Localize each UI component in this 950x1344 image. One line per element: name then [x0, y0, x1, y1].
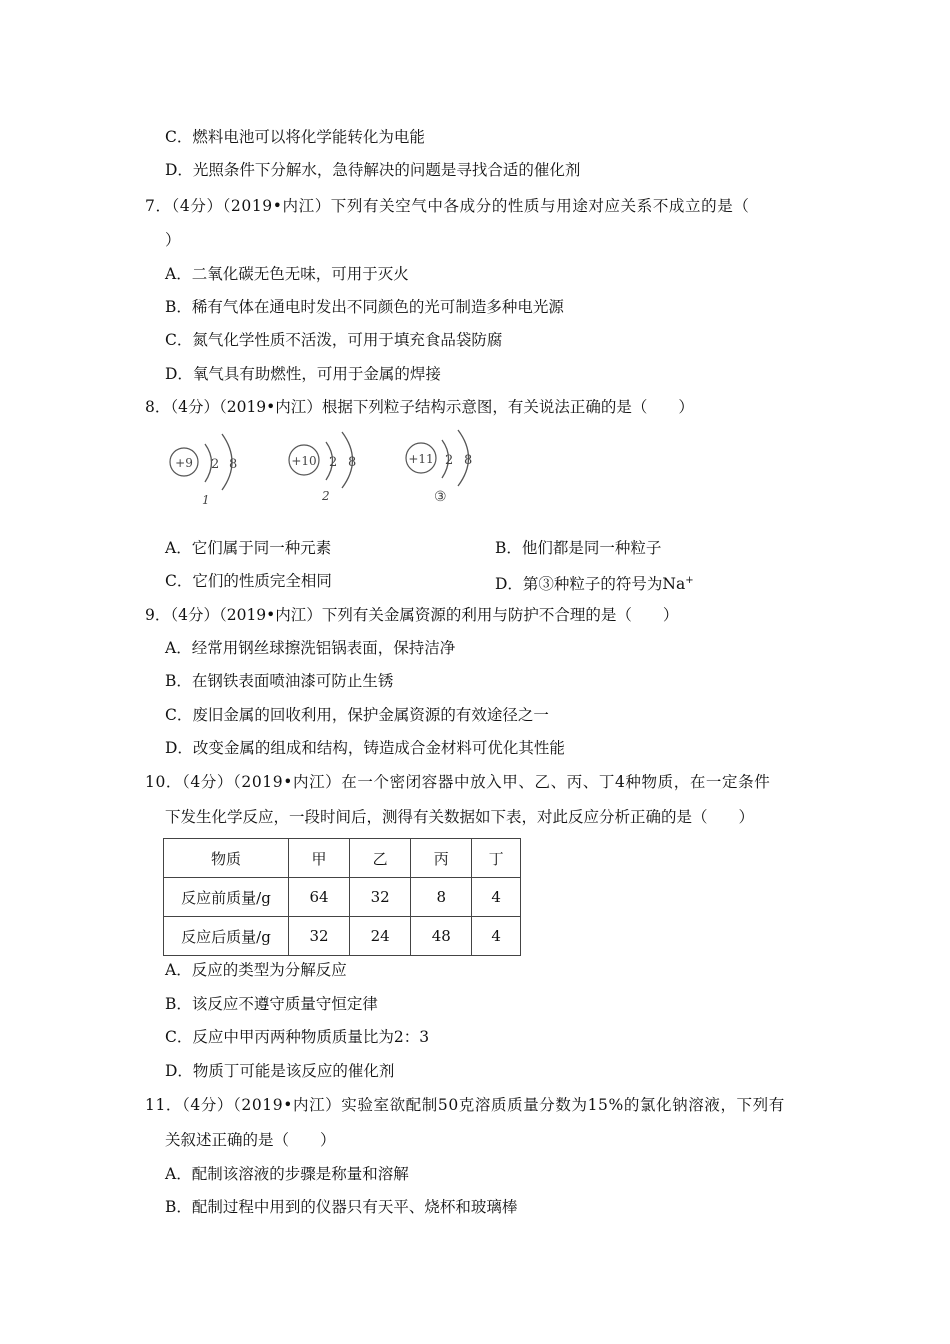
atom-3-shell-2: 8	[464, 453, 473, 468]
q10-option-d: D．物质丁可能是该反应的催化剂	[165, 1062, 395, 1080]
table-cell: 8	[411, 878, 472, 917]
table-header-cell: 丙	[411, 839, 472, 878]
table-header-cell: 物质	[164, 839, 289, 878]
q9-option-c: C．废旧金属的回收利用，保护金属资源的有效途径之一	[165, 706, 549, 724]
table-header-row	[164, 839, 521, 878]
q7-option-c: C．氮气化学性质不活泼，可用于填充食品袋防腐	[165, 331, 503, 349]
q9-option-a: A．经常用钢丝球擦洗铝锅表面，保持洁净	[165, 639, 456, 657]
q8-option-d-charge: +	[685, 575, 694, 586]
table-header-cell: 甲	[289, 839, 350, 878]
table-cell: 4	[472, 917, 521, 956]
q8-stem: 8．（4分）（2019•内江）根据下列粒子结构示意图，有关说法正确的是（ ）	[145, 398, 694, 416]
q8-option-d	[495, 571, 694, 594]
q11-option-a: A．配制该溶液的步骤是称量和溶解	[165, 1165, 409, 1183]
table-cell: 32	[289, 917, 350, 956]
atom-3-label: ③	[434, 489, 447, 505]
q9-option-d: D．改变金属的组成和结构，铸造成合金材料可优化其性能	[165, 739, 565, 757]
q10-option-c: C．反应中甲丙两种物质质量比为2：3	[165, 1028, 430, 1046]
q7-stem-cont: ）	[165, 231, 181, 249]
atom-1-shell-1: 2	[211, 457, 220, 472]
table-row	[164, 917, 521, 956]
atom-2-label: 2	[322, 489, 330, 503]
q6-option-d: D．光照条件下分解水，急待解决的问题是寻找合适的催化剂	[165, 161, 581, 179]
atom-1-nucleus: +9	[175, 456, 193, 470]
q8-option-a: A．它们属于同一种元素	[165, 539, 332, 557]
q7-stem: 7．（4分）（2019•内江）下列有关空气中各成分的性质与用途对应关系不成立的是（	[145, 197, 750, 215]
q10-option-b: B．该反应不遵守质量守恒定律	[165, 995, 378, 1013]
q8-option-b: B．他们都是同一种粒子	[495, 539, 662, 557]
particle-structure-diagram	[160, 428, 490, 510]
atom-1-label: 1	[202, 493, 210, 507]
table-row	[164, 878, 521, 917]
table-header-cell: 丁	[472, 839, 521, 878]
q8-option-c: C．它们的性质完全相同	[165, 572, 332, 590]
atom-2-nucleus: +10	[291, 454, 317, 468]
table-cell: 反应前质量/g	[164, 878, 289, 917]
q10-option-a: A．反应的类型为分解反应	[165, 961, 347, 979]
atom-3-nucleus: +11	[408, 452, 434, 466]
atom-2-shell-2: 8	[348, 455, 357, 470]
q6-option-c: C．燃料电池可以将化学能转化为电能	[165, 128, 425, 146]
q11-stem-cont: 关叙述正确的是（ ）	[165, 1131, 336, 1149]
q9-option-b: B．在钢铁表面喷油漆可防止生锈	[165, 672, 394, 690]
atom-diagram-3	[406, 430, 472, 505]
atom-diagram-2	[289, 432, 356, 503]
q9-stem: 9．（4分）（2019•内江）下列有关金属资源的利用与防护不合理的是（ ）	[145, 606, 679, 624]
table-cell: 24	[350, 917, 411, 956]
atom-3-shell-1: 2	[445, 453, 454, 468]
q11-stem: 11．（4分）（2019•内江）实验室欲配制50克溶质质量分数为15%的氯化钠溶液，下列有	[145, 1096, 785, 1114]
table-cell: 48	[411, 917, 472, 956]
mass-data-table	[163, 838, 521, 956]
table-cell: 4	[472, 878, 521, 917]
atom-1-shell-2: 8	[229, 457, 238, 472]
table-cell: 反应后质量/g	[164, 917, 289, 956]
q11-option-b: B．配制过程中用到的仪器只有天平、烧杯和玻璃棒	[165, 1198, 518, 1216]
q7-option-d: D．氧气具有助燃性，可用于金属的焊接	[165, 365, 441, 383]
q7-option-b: B．稀有气体在通电时发出不同颜色的光可制造多种电光源	[165, 298, 564, 316]
q7-option-a: A．二氧化碳无色无味，可用于灭火	[165, 265, 409, 283]
q10-stem-cont: 下发生化学反应，一段时间后，测得有关数据如下表，对此反应分析正确的是（ ）	[165, 808, 755, 826]
atom-2-shell-1: 2	[329, 455, 338, 470]
q10-stem: 10．（4分）（2019•内江）在一个密闭容器中放入甲、乙、丙、丁4种物质，在一定条件	[145, 773, 771, 791]
table-cell: 32	[350, 878, 411, 917]
table-header-cell: 乙	[350, 839, 411, 878]
q8-option-d-text: D．第③种粒子的符号为Na	[495, 575, 686, 594]
atom-diagram-1	[170, 434, 237, 507]
table-cell: 64	[289, 878, 350, 917]
